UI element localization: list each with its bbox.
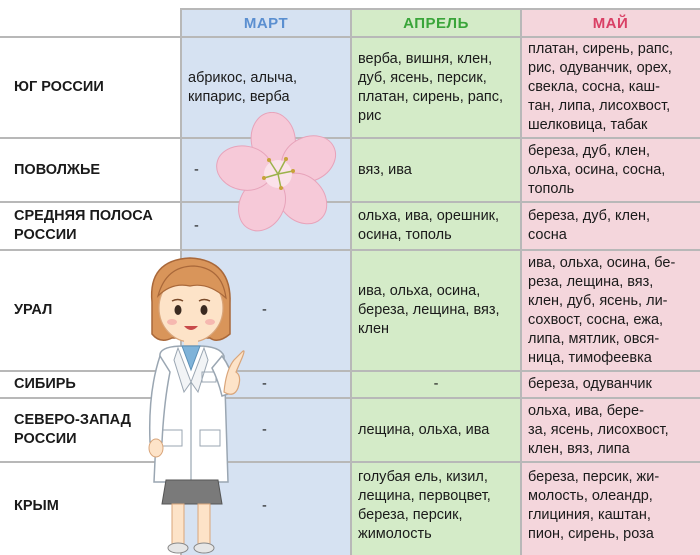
may-northwest-russia: ольха, ива, бере- за, ясень, лисохвост, клен, вяз, липа: [528, 402, 669, 457]
region-siberia: СИБИРЬ: [14, 376, 76, 392]
april-siberia: -: [433, 376, 439, 392]
april-volga: вяз, ива: [358, 161, 412, 178]
march-ural: -: [262, 302, 267, 318]
header-march: МАРТ: [243, 14, 289, 32]
may-siberia: береза, одуванчик: [528, 376, 652, 392]
region-ural: УРАЛ: [14, 302, 53, 318]
header-may: МАЙ: [592, 14, 629, 32]
april-northwest-russia: лещина, ольха, ива: [358, 421, 490, 438]
grid-line: [180, 8, 700, 10]
march-volga: -: [194, 161, 199, 178]
may-ural: ива, ольха, осина, бе- реза, лещина, вяз, клен, дуб, ясень, ли- сохвост, сосна, ежа, липа, мятлик, овся- ница, тимофеевка: [528, 254, 676, 366]
doctor-woman-icon: [138, 252, 256, 555]
region-northwest-russia: СЕВЕРО-ЗАПАД РОССИИ: [14, 412, 131, 447]
april-ural: ива, ольха, осина, береза, лещина, вяз, клен: [358, 283, 500, 337]
region-volga: ПОВОЛЖЬЕ: [14, 161, 101, 178]
april-south-russia: верба, вишня, клен, дуб, ясень, персик, платан, сирень, рапс, рис: [358, 50, 504, 124]
march-northwest-russia: -: [262, 421, 267, 438]
blossom-flower-icon: [214, 112, 342, 236]
may-south-russia: платан, сирень, рапс, рис, одуванчик, орех, свекла, сосна, каш- тан, липа, лисохвост, шелковица, табак: [528, 41, 674, 133]
region-crimea: КРЫМ: [14, 497, 59, 514]
region-south-russia: ЮГ РОССИИ: [14, 79, 104, 95]
may-central-russia: береза, дуб, клен, сосна: [528, 208, 651, 243]
region-central-russia: СРЕДНЯЯ ПОЛОСА РОССИИ: [14, 208, 153, 243]
header-april: АПРЕЛЬ: [403, 14, 469, 32]
april-central-russia: ольха, ива, орешник, осина, тополь: [358, 208, 500, 243]
may-crimea: береза, персик, жи- молость, олеандр, глициния, каштан, пион, сирень, роза: [528, 469, 660, 542]
march-central-russia: -: [194, 217, 199, 234]
may-volga: береза, дуб, клен, ольха, осина, сосна, тополь: [528, 142, 666, 197]
march-crimea: -: [262, 497, 267, 514]
march-siberia: -: [262, 376, 267, 392]
april-crimea: голубая ель, кизил, лещина, первоцвет, береза, персик, жимолость: [358, 469, 491, 542]
march-south-russia: абрикос, алыча, кипарис, верба: [188, 69, 298, 105]
